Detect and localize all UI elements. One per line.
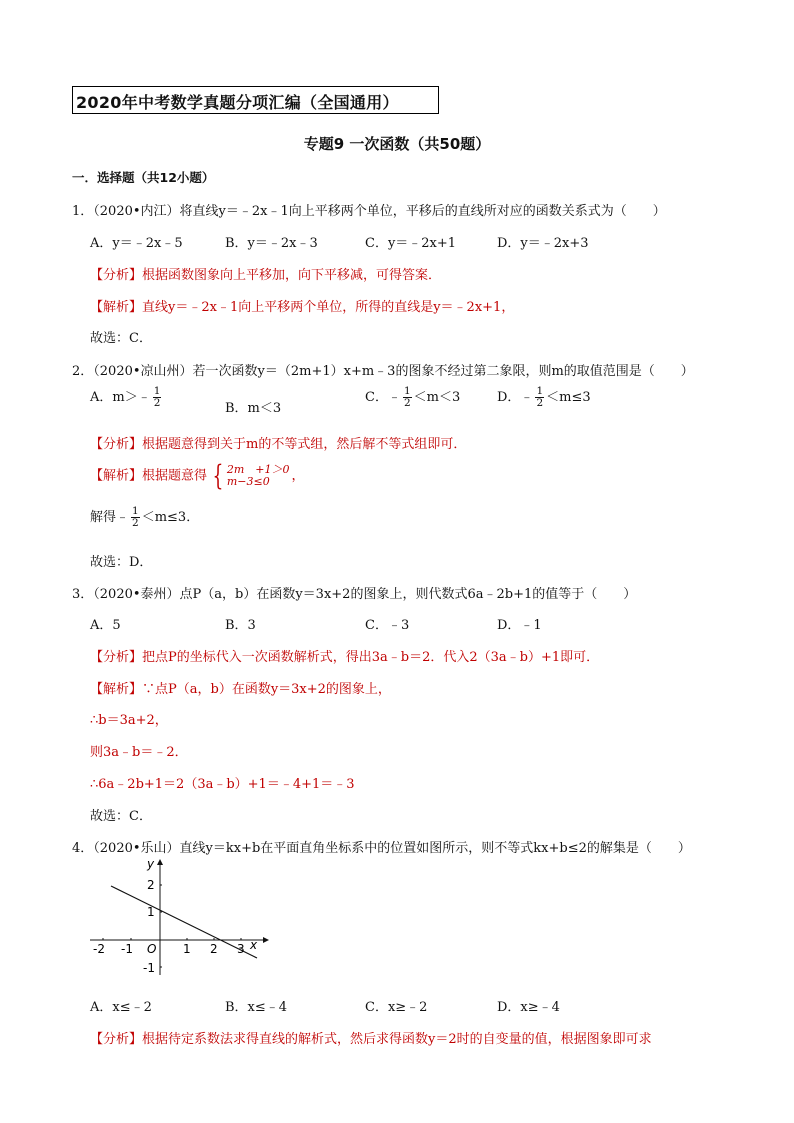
fraction: $\frac{1}{2}$ (153, 385, 161, 409)
y-tick-label: 2 (147, 878, 155, 892)
y-axis-label: y (147, 857, 155, 871)
x-axis-arrow (263, 937, 269, 943)
q4-option-c: C．x≥﹣2 (365, 1000, 428, 1015)
y-tick-label: -1 (143, 961, 155, 975)
q2-option-b: B．m＜3 (225, 401, 282, 416)
q2-analysis: 【分析】根据题意得到关于m的不等式组，然后解不等式组即可． (90, 437, 467, 452)
q3-option-c: C．﹣3 (365, 618, 410, 633)
x-tick-label: -2 (93, 942, 105, 956)
question-2-stem: 2．（2020•凉山州）若一次函数y＝（2m+1）x+m﹣3的图象不经过第二象限，则m的取值范围是（ ） (72, 364, 694, 379)
q3-solution-line-2: ∴b＝3a+2， (90, 713, 168, 728)
question-1-stem: 1．（2020•内江）将直线y＝﹣2x﹣1向上平移两个单位，平移后的直线所对应的函数关系式为（ ） (72, 204, 666, 219)
q1-answer: 故选：C． (90, 331, 152, 346)
x-axis-label: x (250, 938, 258, 952)
section-title: 一．选择题（共12小题） (72, 170, 215, 185)
q2-answer: 故选：D． (90, 555, 153, 570)
inequality-system: { 2m +1＞0 m−3≤0 (212, 459, 290, 492)
q3-option-a: A．5 (90, 618, 121, 633)
q1-option-a: A．y＝﹣2x﹣5 (90, 236, 183, 251)
q4-option-b: B．x≤﹣4 (225, 1000, 288, 1015)
q3-option-d: D．﹣1 (497, 618, 542, 633)
q2-solution: 【解析】根据题意得 { 2m +1＞0 m−3≤0 ， (90, 459, 305, 492)
q2-option-d: D．﹣ $\frac{1}{2}$ ＜m≤3 (497, 385, 591, 409)
q4-graph (85, 855, 275, 980)
x-tick-label: 2 (210, 942, 218, 956)
origin-label: O (147, 942, 157, 956)
q1-solution: 【解析】直线y＝﹣2x﹣1向上平移两个单位，所得的直线是y＝﹣2x+1， (90, 300, 515, 315)
y-tick-label: 1 (147, 905, 155, 919)
question-4-stem: 4．（2020•乐山）直线y＝kx+b在平面直角坐标系中的位置如图所示，则不等式kx+b≤2的解集是（ ） (72, 841, 691, 856)
topic-title: 专题9 一次函数（共50题） (303, 135, 491, 153)
q3-solution-line-3: 则3a﹣b＝﹣2． (90, 745, 188, 760)
q1-option-d: D．y＝﹣2x+3 (497, 236, 589, 251)
fraction: $\frac{1}{2}$ (536, 385, 544, 409)
q3-answer: 故选：C． (90, 809, 152, 824)
fraction: $\frac{1}{2}$ (403, 385, 411, 409)
fraction: $\frac{1}{2}$ (132, 505, 139, 529)
x-tick-label: 3 (237, 942, 245, 956)
x-tick-label: -1 (121, 942, 133, 956)
q1-analysis: 【分析】根据函数图象向上平移加，向下平移减，可得答案． (90, 268, 442, 283)
x-tick-label: 1 (183, 942, 191, 956)
y-axis-arrow (157, 859, 163, 865)
q2-option-a (90, 386, 163, 409)
q1-option-c: C．y＝﹣2x+1 (365, 236, 457, 251)
series-title: 2020年中考数学真题分项汇编（全国通用） (76, 93, 399, 112)
q2-option-c: C．﹣ $\frac{1}{2}$ ＜m＜3 (365, 385, 461, 409)
q3-option-b: B．3 (225, 618, 256, 633)
q2-option-a-text: A．m＞﹣ (90, 390, 151, 405)
q3-solution-line-4: ∴6a﹣2b+1＝2（3a﹣b）+1＝﹣4+1＝﹣3 (90, 777, 355, 792)
q3-solution-line-1: 【解析】∵点P（a，b）在函数y＝3x+2的图象上， (90, 682, 391, 697)
q4-option-d: D．x≥﹣4 (497, 1000, 560, 1015)
q3-analysis: 【分析】把点P的坐标代入一次函数解析式，得出3a﹣b＝2．代入2（3a﹣b）+1即可． (90, 650, 600, 665)
q2-result: 解得﹣ $\frac{1}{2}$ ＜m≤3． (90, 505, 200, 529)
q1-option-b: B．y＝﹣2x﹣3 (225, 236, 318, 251)
q4-option-a: A．x≤﹣2 (90, 1000, 152, 1015)
question-3-stem: 3．（2020•泰州）点P（a，b）在函数y＝3x+2的图象上，则代数式6a﹣2b+1的值等于（ ） (72, 587, 637, 602)
q4-analysis: 【分析】根据待定系数法求得直线的解析式，然后求得函数y＝2时的自变量的值，根据图象即可求 (90, 1032, 652, 1047)
